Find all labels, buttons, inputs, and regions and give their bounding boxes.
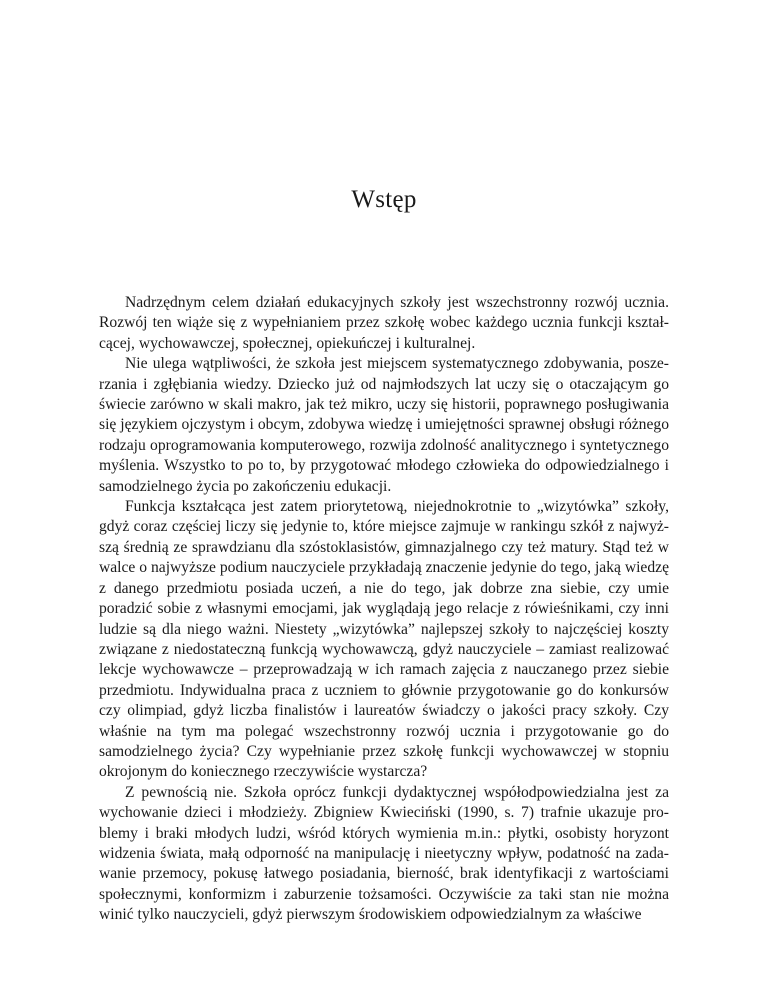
paragraph: Z pewnością nie. Szkoła oprócz funkcji dydaktycznej współodpowiedzialna jest za wychowanie dzieci i młodzieży. Zbigniew Kwieciński (1990, s. 7) trafnie ukazuje problemy i braki młodych ludzi, wśród których wymienia m.in.: płytki, osobisty horyzont widzenia świata, małą odporność na manipulację i nieetyczny wpływ, podatność na zadawanie przemocy, pokusę łatwego posiadania, bierność, brak identyfikacji z wartościami społecznymi, konformizm i zaburzenie tożsamości. Oczywiście za taki stan nie można winić tylko nauczycieli, gdyż pierwszym środowiskiem odpowiedzialnym za właściwe (99, 783, 669, 924)
body-text (99, 293, 669, 926)
paragraph: Nie ulega wątpliwości, że szkoła jest miejscem systematycznego zdobywania, poszerzania i zgłębiania wiedzy. Dziecko już od najmłodszych lat uczy się o otaczającym go świecie zarówno w skali makro, jak też mikro, uczy się historii, poprawnego posługiwania się językiem ojczystym i obcym, zdobywa wiedzę i umiejętności sprawnej obsługi różnego rodzaju oprogramowania komputerowego, rozwija zdolność analitycznego i syntetycznego myślenia. Wszystko to po to, by przygotować młodego człowieka do odpowiedzialnego i samodzielnego życia po zakończeniu edukacji. (99, 355, 669, 495)
paragraph: Nadrzędnym celem działań edukacyjnych szkoły jest wszechstronny rozwój ucznia. Rozwój ten wiąże się z wypełnianiem przez szkołę wobec każdego ucznia funkcji kształcącej, wychowawczej, społecznej, opiekuńczej i kulturalnej. (99, 294, 669, 352)
chapter-title: Wstęp (351, 186, 417, 213)
paragraph: Funkcja kształcąca jest zatem priorytetową, niejednokrotnie to „wizytówka” szkoły, gdyż coraz częściej liczy się jedynie to, które miejsce zajmuje w rankingu szkół z najwyższą średnią ze sprawdzianu dla szóstoklasistów, gimnazjalnego czy też matury. Stąd też w walce o najwyższe podium nauczyciele przykładają znaczenie jedynie do tego, jaką wiedzę z danego przedmiotu posiada uczeń, a nie do tego, jak dobrze zna siebie, czy umie poradzić sobie z własnymi emocjami, jak wyglądają jego relacje z rówieśnikami, czy inni ludzie są dla niego ważni. Niestety „wizytówka” najlepszej szkoły to najczęściej koszty związane z niedostateczną funkcją wychowawczą, gdyż nauczyciele – zamiast realizować lekcje wychowawcze – przeprowadzają w ich ramach zajęcia z nauczanego przez siebie przedmiotu. Indywidualna praca z uczniem to głównie przygotowanie go do konkursów czy olimpiad, gdyż liczba finalistów i laureatów świadczy o jakości pracy szkoły. Czy właśnie na tym ma polegać wszechstronny rozwój ucznia i przygotowanie go do samodzielnego życia? Czy wypełnianie przez szkołę funkcji wychowawczej w stopniu okrojonym do koniecznego rzeczywiście wystarcza? (99, 498, 669, 781)
